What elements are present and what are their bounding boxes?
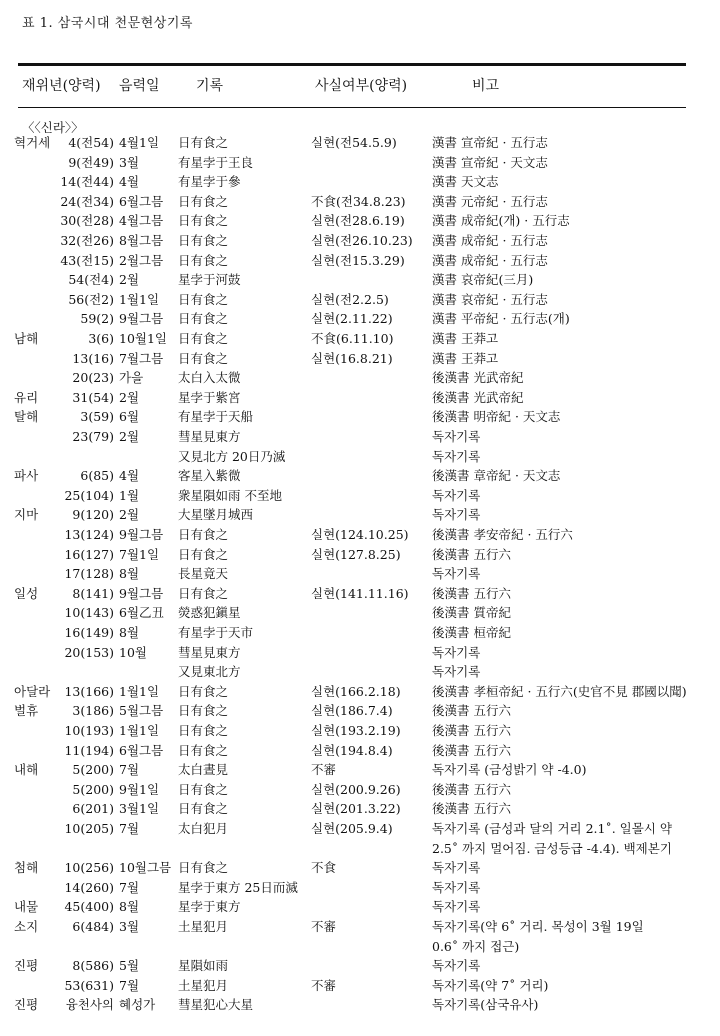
year-cell: 10(256) [64,860,114,876]
record-cell: 熒惑犯鎭星 [178,605,241,621]
table-row [0,664,720,684]
fact-cell: 실현(16.8.21) [311,350,393,366]
year-cell: 54(전4) [68,272,114,288]
record-cell: 日有食之 [178,801,229,817]
fact-cell: 실현(전26.10.23) [311,233,413,248]
note-cell: 漢書 宣帝紀 · 五行志 [432,135,548,150]
note-cell: 後漢書 明帝紀 · 天文志 [432,409,561,425]
lunar-date-cell: 6월그믐 [119,742,164,758]
lunar-date-cell: 3월 [119,154,140,170]
record-cell: 有星孛于王良 [178,154,254,170]
table-row [0,253,720,273]
table-row [0,703,720,723]
lunar-date-cell: 5월그믐 [119,703,164,719]
table-row [0,213,720,233]
record-cell: 日有食之 [178,213,229,229]
header-note: 비고 [472,78,500,94]
lunar-date-cell: 8월 [119,566,140,582]
year-cell: 45(400) [64,899,114,915]
note-cell: 漢書 成帝紀 · 五行志 [432,252,548,268]
table-row [0,272,720,292]
section-label: 〈〈신라〉〉 [22,120,84,135]
lunar-date-cell: 6월乙丑 [119,605,165,621]
note-cell: 後漢書 孝桓帝紀 · 五行六(史官不見 郡國以聞) [432,683,687,699]
fact-cell: 실현(205.9.4) [311,821,393,836]
fact-cell: 실현(전2.2.5) [311,291,389,307]
table-row [0,625,720,645]
record-cell: 星孛于東方 25日而滅 [178,879,298,895]
record-cell: 長星竟天 [178,566,229,582]
fact-cell: 실현(193.2.19) [311,723,401,738]
note-cell: 독자기록(삼국유사) [432,997,539,1013]
record-cell: 彗星犯心大星 [178,997,254,1013]
table-row [0,488,720,508]
fact-cell: 실현(166.2.18) [311,683,401,699]
header-lunar: 음력일 [119,78,160,94]
note-cell: 漢書 平帝紀 · 五行志(개) [432,311,570,327]
year-cell: 10(143) [64,605,114,621]
record-cell: 日有食之 [178,311,229,327]
note-cell: 漢書 王莽고 [432,350,499,366]
king-cell: 지마 [14,507,39,523]
record-cell: 又見東北方 [178,664,241,680]
table-row [0,958,720,978]
note-cell: 2.5˚ 까지 멀어짐. 금성등급 -4.4). 백제본기 [432,840,672,856]
note-cell: 後漢書 五行六 [432,546,511,562]
lunar-date-cell: 7월그믐 [119,350,164,366]
note-cell: 독자기록 (금성과 달의 거리 2.1˚. 일몰시 약 [432,821,672,836]
note-cell: 독자기록 (금성밝기 약 -4.0) [432,762,587,778]
year-cell: 16(149) [64,625,114,640]
record-cell: 有星孛于天市 [178,625,254,640]
note-cell: 漢書 王莽고 [432,331,499,346]
lunar-date-cell: 3월1일 [119,801,160,817]
note-cell: 漢書 哀帝紀 · 五行志 [432,291,548,307]
year-cell: 5(200) [72,781,114,797]
record-cell: 日有食之 [178,683,229,699]
table-row [0,547,720,567]
record-cell: 客星入紫微 [178,468,241,484]
year-cell: 17(128) [64,566,114,582]
table-row [0,684,720,704]
king-cell: 남해 [14,331,39,346]
record-cell: 日有食之 [178,135,229,150]
fact-cell: 실현(201.3.22) [311,801,401,817]
record-cell: 日有食之 [178,291,229,307]
note-cell: 漢書 成帝紀(개) · 五行志 [432,213,570,229]
record-cell: 星孛于河鼓 [178,272,241,288]
lunar-date-cell: 4월그믐 [119,213,164,229]
table-row [0,135,720,155]
record-cell: 日有食之 [178,350,229,366]
note-cell: 독자기록 [432,860,481,876]
lunar-date-cell: 2월그믐 [119,252,164,268]
note-cell: 독자기록 [432,644,481,660]
lunar-date-cell: 10월 [119,644,147,660]
table-row [0,723,720,743]
table-row [0,233,720,253]
note-cell: 後漢書 五行六 [432,703,511,719]
note-cell: 漢書 成帝紀 · 五行志 [432,233,548,248]
record-cell: 衆星隕如雨 不至地 [178,487,282,503]
note-cell: 독자기록 [432,507,481,523]
lunar-date-cell: 7월 [119,879,140,895]
record-cell: 日有食之 [178,723,229,738]
year-cell: 6(484) [72,919,114,934]
year-cell: 10(205) [64,821,114,836]
record-cell: 日有食之 [178,233,229,248]
lunar-date-cell: 4월 [119,468,140,484]
king-cell: 진평 [14,958,39,974]
record-cell: 星隕如雨 [178,958,229,974]
note-cell: 後漢書 五行六 [432,781,511,797]
fact-cell: 실현(전15.3.29) [311,252,405,268]
record-cell: 日有食之 [178,193,229,209]
lunar-date-cell: 9월그믐 [119,311,164,327]
lunar-date-cell: 혜성가 [119,997,156,1013]
note-cell: 後漢書 質帝紀 [432,605,511,621]
note-cell: 독자기록 [432,566,481,582]
table-row [0,292,720,312]
lunar-date-cell: 9월그믐 [119,527,164,542]
lunar-date-cell: 9월그믐 [119,585,164,601]
record-cell: 日有食之 [178,585,229,601]
king-cell: 일성 [14,585,39,601]
table-row [0,586,720,606]
table-row [0,762,720,782]
note-cell: 0.6˚ 까지 접근) [432,938,520,954]
table-row [0,390,720,410]
king-cell: 내물 [14,899,39,915]
year-cell: 10(193) [64,723,114,738]
lunar-date-cell: 8월 [119,899,140,915]
note-cell: 後漢書 五行六 [432,723,511,738]
king-cell: 유리 [14,389,39,405]
record-cell: 日有食之 [178,860,229,876]
fact-cell: 不審 [311,762,337,778]
note-cell: 後漢書 章帝紀 · 天文志 [432,468,561,484]
year-cell: 9(120) [72,507,114,523]
year-cell: 56(전2) [68,291,114,307]
note-cell: 독자기록 [432,429,481,444]
fact-cell: 실현(127.8.25) [311,546,401,562]
lunar-date-cell: 7월 [119,762,140,778]
fact-cell: 不審 [311,977,337,993]
lunar-date-cell: 2월 [119,272,140,288]
record-cell: 日有食之 [178,331,229,346]
year-cell: 24(전34) [60,193,114,209]
lunar-date-cell: 6월 [119,409,140,425]
note-cell: 後漢書 五行六 [432,801,511,817]
record-cell: 土星犯月 [178,977,229,993]
year-cell: 5(200) [72,762,114,778]
lunar-date-cell: 가을 [119,370,144,386]
table-row [0,841,720,861]
record-cell: 日有食之 [178,781,229,797]
year-cell: 11(194) [64,742,114,758]
table-caption: 표 1. 삼국시대 천문현상기록 [22,16,193,31]
year-cell: 32(전26) [60,233,114,248]
year-cell: 14(260) [64,879,114,895]
note-cell: 독자기록 [432,879,481,895]
lunar-date-cell: 8월 [119,625,140,640]
king-cell: 소지 [14,919,39,934]
fact-cell: 실현(194.8.4) [311,742,393,758]
table-row [0,468,720,488]
fact-cell: 不審 [311,919,337,934]
king-cell: 벌휴 [14,703,39,719]
table-row [0,566,720,586]
table-row [0,821,720,841]
note-cell: 後漢書 光武帝紀 [432,370,524,386]
table-row [0,801,720,821]
table-row [0,351,720,371]
lunar-date-cell: 7월 [119,977,140,993]
lunar-date-cell: 10월그믐 [119,860,172,876]
note-cell: 漢書 元帝紀 · 五行志 [432,193,548,209]
king-cell: 파사 [14,468,39,484]
lunar-date-cell: 6월그믐 [119,193,164,209]
note-cell: 後漢書 五行六 [432,585,511,601]
table-row [0,899,720,919]
record-cell: 太白犯月 [178,821,229,836]
year-cell: 13(124) [64,527,114,542]
record-cell: 大星墜月城西 [178,507,254,523]
note-cell: 後漢書 孝安帝紀 · 五行六 [432,527,573,542]
table-row [0,860,720,880]
record-cell: 日有食之 [178,546,229,562]
year-cell: 3(59) [80,409,114,425]
king-cell: 진평 [14,997,39,1013]
note-cell: 漢書 哀帝紀(三月) [432,272,534,288]
note-cell: 後漢書 桓帝紀 [432,625,511,640]
lunar-date-cell: 7월 [119,821,140,836]
year-cell: 59(2) [80,311,114,327]
king-cell: 첨해 [14,860,39,876]
table-row [0,605,720,625]
year-cell: 13(16) [72,350,114,366]
table-row [0,782,720,802]
table-row [0,331,720,351]
note-cell: 독자기록(약 6˚ 거리. 목성이 3월 19일 [432,919,644,934]
year-cell: 3(186) [72,703,114,719]
year-cell: 8(141) [72,585,114,601]
record-cell: 太白晝見 [178,762,229,778]
record-cell: 彗星見東方 [178,429,241,444]
table-row [0,997,720,1017]
note-cell: 독자기록 [432,664,481,680]
lunar-date-cell: 2월 [119,507,140,523]
year-cell: 4(전54) [68,135,114,150]
table-row [0,645,720,665]
note-cell: 독자기록 [432,958,481,974]
record-cell: 太白入太微 [178,370,241,386]
header-fact: 사실여부(양력) [315,78,408,94]
king-cell: 탈해 [14,409,39,425]
record-cell: 日有食之 [178,252,229,268]
table-row [0,370,720,390]
lunar-date-cell: 1월1일 [119,723,160,738]
year-cell: 20(153) [64,644,114,660]
note-cell: 漢書 宣帝紀 · 天文志 [432,154,548,170]
note-cell: 독자기록 [432,487,481,503]
year-cell: 30(전28) [60,213,114,229]
note-cell: 漢書 天文志 [432,174,499,190]
table-row [0,311,720,331]
record-cell: 又見北方 20日乃滅 [178,448,286,464]
fact-cell: 실현(124.10.25) [311,527,409,542]
year-cell: 43(전15) [60,252,114,268]
fact-cell: 실현(200.9.26) [311,781,401,797]
king-cell: 내해 [14,762,39,778]
record-cell: 彗星見東方 [178,644,241,660]
note-cell: 독자기록 [432,448,481,464]
fact-cell: 실현(전28.6.19) [311,213,405,229]
table-row [0,194,720,214]
year-cell: 융천사의 [65,997,114,1013]
record-cell: 日有食之 [178,703,229,719]
table-row [0,939,720,959]
fact-cell: 실현(186.7.4) [311,703,393,719]
note-cell: 독자기록 [432,899,481,915]
lunar-date-cell: 1월 [119,487,140,503]
lunar-date-cell: 10월1일 [119,331,168,346]
year-cell: 31(54) [72,389,114,405]
table-row [0,743,720,763]
record-cell: 日有食之 [178,527,229,542]
fact-cell: 실현(141.11.16) [311,585,409,601]
table-row [0,429,720,449]
lunar-date-cell: 8월그믐 [119,233,164,248]
year-cell: 6(85) [80,468,114,484]
table-row [0,409,720,429]
record-cell: 星孛于紫宮 [178,389,241,405]
lunar-date-cell: 4월1일 [119,135,160,150]
lunar-date-cell: 3월 [119,919,140,934]
lunar-date-cell: 7월1일 [119,546,160,562]
lunar-date-cell: 1월1일 [119,683,160,699]
year-cell: 53(631) [64,977,114,993]
table-row [0,919,720,939]
year-cell: 6(201) [72,801,114,817]
table-row [0,507,720,527]
year-cell: 8(586) [72,958,114,974]
lunar-date-cell: 1월1일 [119,291,160,307]
lunar-date-cell: 2월 [119,429,140,444]
lunar-date-cell: 2월 [119,389,140,405]
year-cell: 14(전44) [60,174,114,190]
table-row [0,174,720,194]
table-row [0,527,720,547]
note-cell: 後漢書 五行六 [432,742,511,758]
fact-cell: 不食(전34.8.23) [311,193,406,209]
fact-cell: 不食 [311,860,337,876]
year-cell: 23(79) [72,429,114,444]
lunar-date-cell: 5월 [119,958,140,974]
lunar-date-cell: 4월 [119,174,140,190]
fact-cell: 不食(6.11.10) [311,331,394,346]
record-cell: 日有食之 [178,742,229,758]
year-cell: 20(23) [72,370,114,386]
record-cell: 有星孛于天船 [178,409,254,425]
table-row [0,978,720,998]
header-year: 재위년(양력) [22,78,101,94]
table-row [0,449,720,469]
note-cell: 독자기록(약 7˚ 거리) [432,977,549,993]
record-cell: 有星孛于參 [178,174,241,190]
fact-cell: 실현(전54.5.9) [311,135,397,150]
table-row [0,155,720,175]
record-cell: 土星犯月 [178,919,229,934]
table-row [0,880,720,900]
year-cell: 16(127) [64,546,114,562]
record-cell: 星孛于東方 [178,899,241,915]
note-cell: 後漢書 光武帝紀 [432,389,524,405]
year-cell: 13(166) [64,683,114,699]
header-record: 기록 [196,78,224,94]
year-cell: 3(6) [88,331,114,346]
lunar-date-cell: 9월1일 [119,781,160,797]
year-cell: 25(104) [64,487,114,503]
king-cell: 아달라 [14,683,51,699]
king-cell: 혁거세 [14,135,51,150]
fact-cell: 실현(2.11.22) [311,311,393,327]
year-cell: 9(전49) [68,154,114,170]
